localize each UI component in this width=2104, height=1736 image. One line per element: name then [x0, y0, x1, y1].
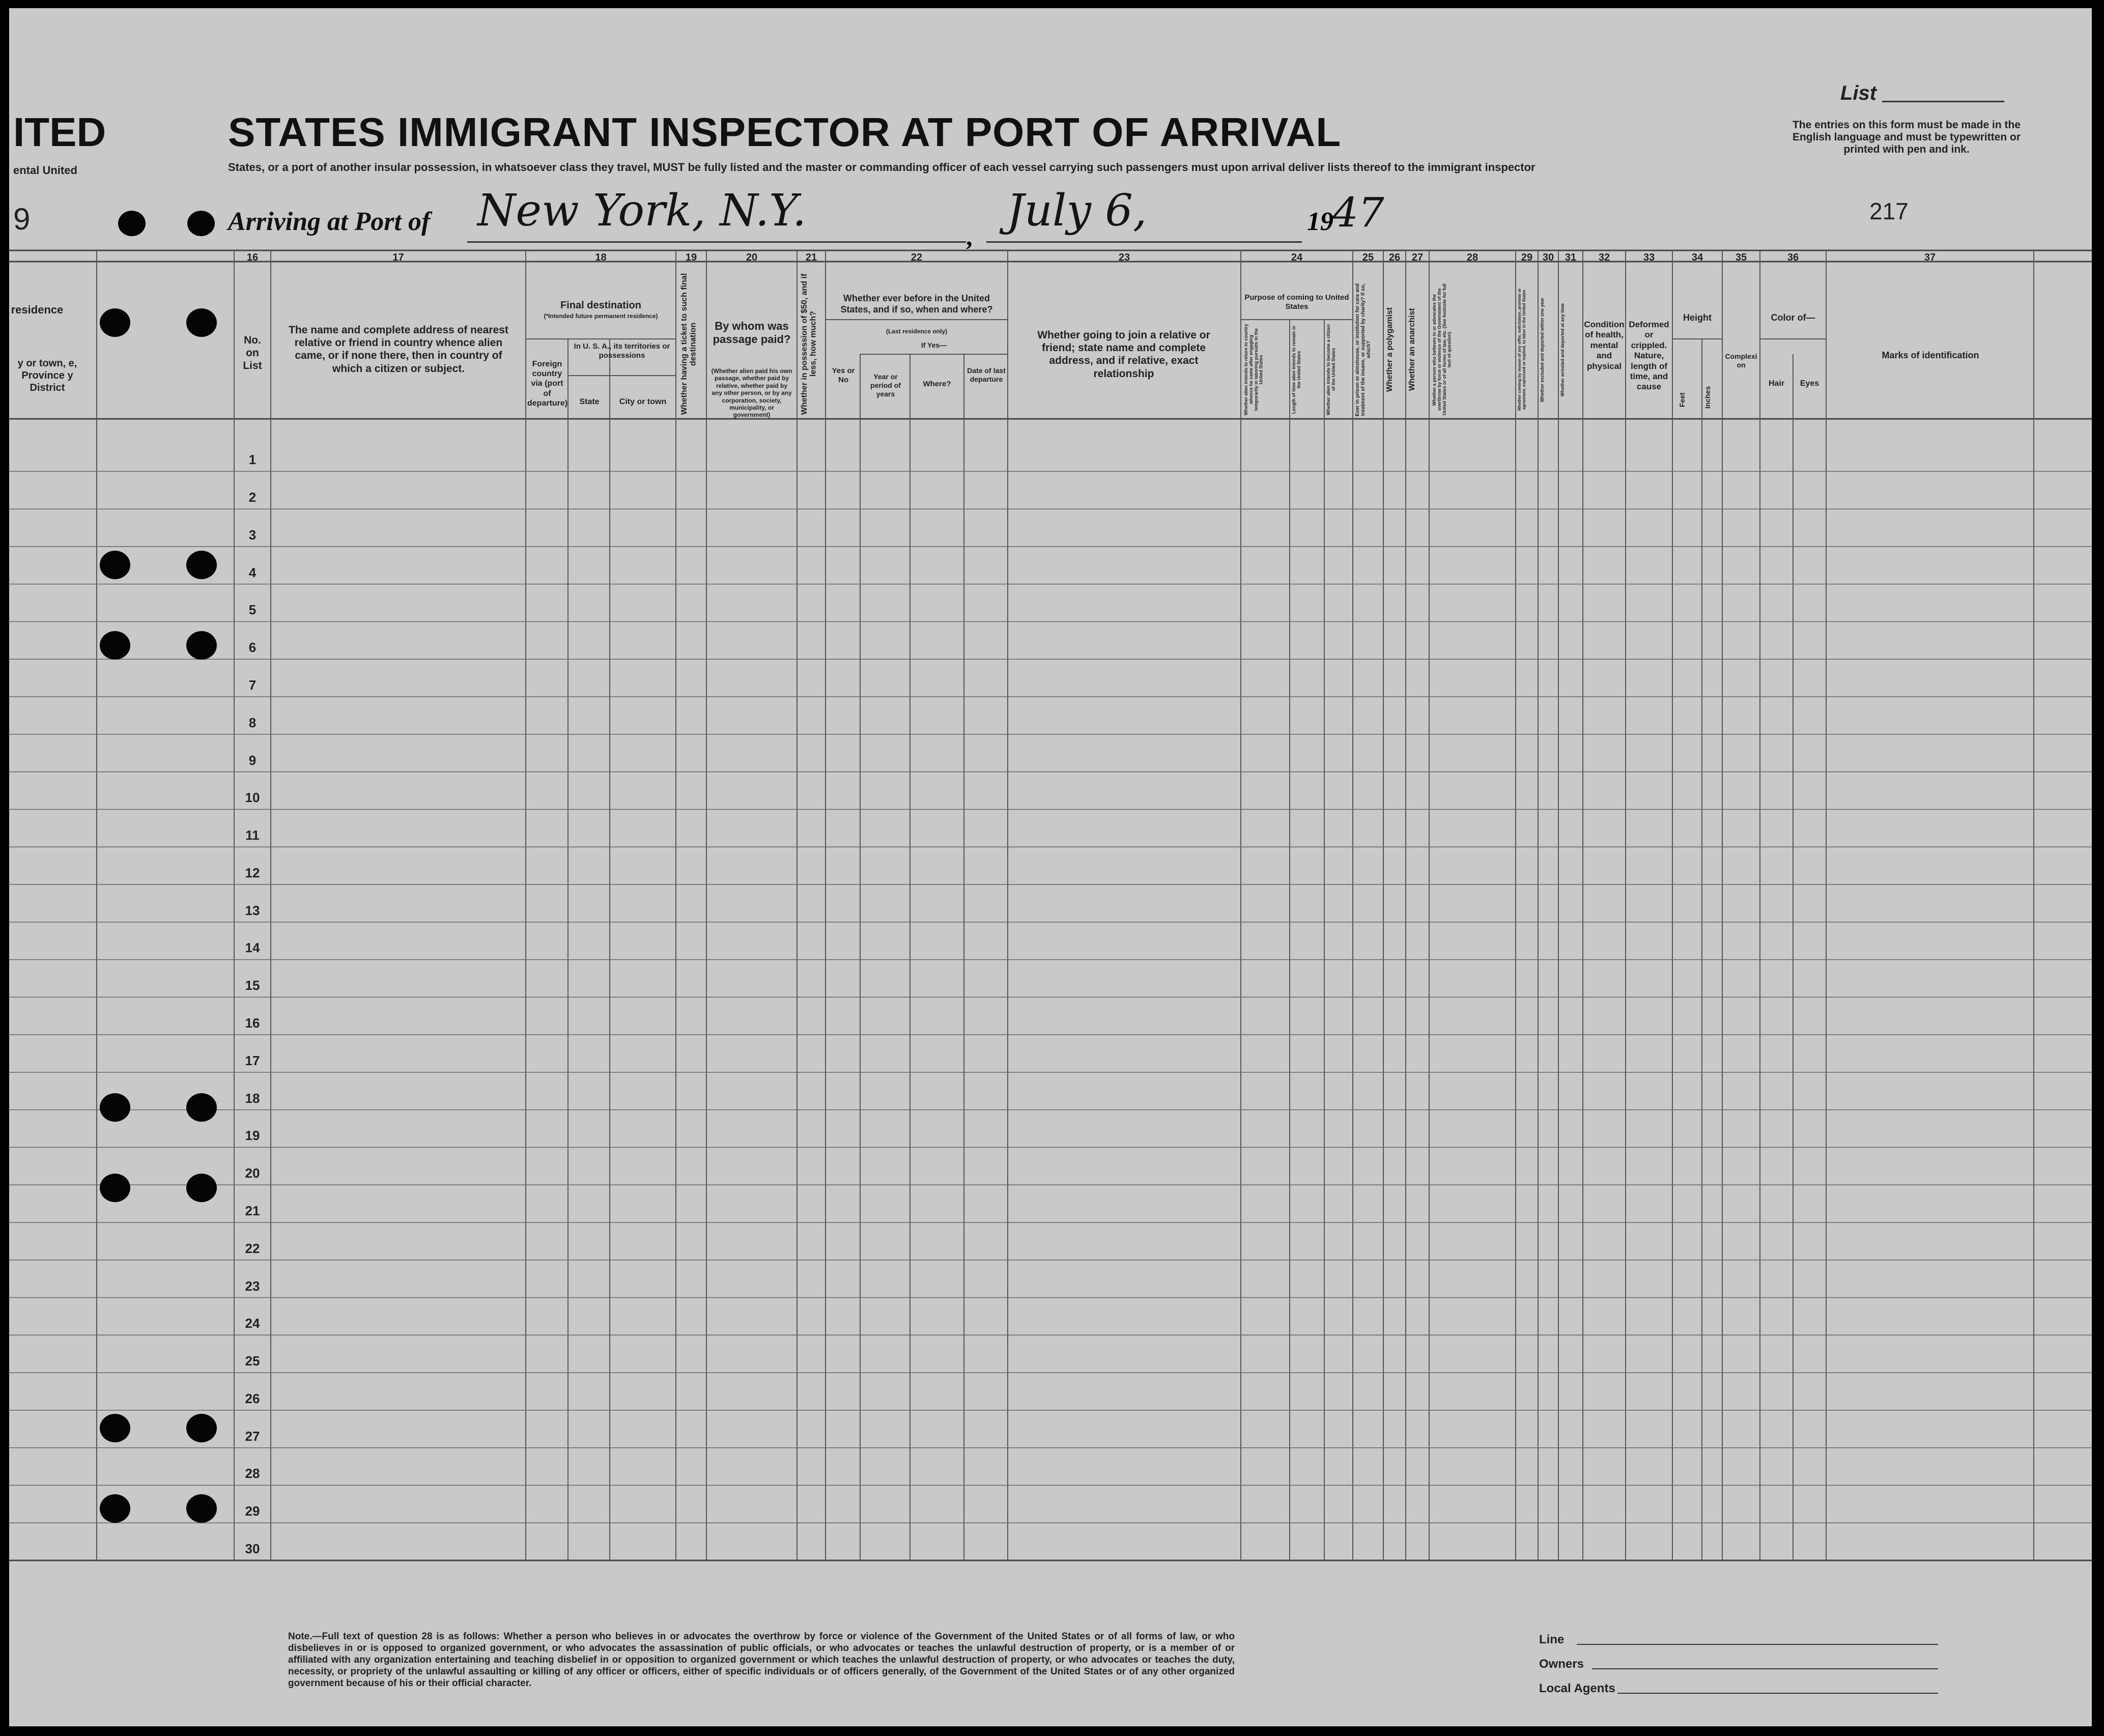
row-number: 6	[248, 640, 257, 656]
col-31-header: Whether arrested and deported at any time	[1560, 303, 1565, 396]
col-33-number: 33	[1643, 252, 1655, 263]
binder-hole	[100, 631, 130, 660]
col-36-header: Color of—	[1771, 312, 1815, 323]
owners-fill-line	[1592, 1668, 1938, 1669]
col-36-number: 36	[1787, 252, 1799, 263]
col-19-number: 19	[685, 252, 697, 263]
col-37-number: 37	[1924, 252, 1936, 263]
col-33-header: Deformed or crippled. Nature, length of time, and cause	[1629, 320, 1669, 392]
row-number: 5	[248, 602, 257, 618]
binder-hole	[186, 551, 217, 579]
no-on-list-header: No. on List	[243, 334, 262, 372]
row-number: 11	[245, 828, 260, 843]
col-27-number: 27	[1411, 252, 1424, 263]
row-number: 12	[245, 865, 260, 880]
col-21-number: 21	[805, 252, 817, 263]
binder-hole	[186, 1414, 217, 1442]
col-35-number: 35	[1735, 252, 1747, 263]
row-number: 29	[245, 1503, 260, 1519]
arriving-at-port-label: Arriving at Port of	[228, 207, 431, 236]
binder-hole	[186, 631, 217, 660]
line-fill-line	[1577, 1644, 1938, 1645]
col-17-number: 17	[392, 252, 404, 263]
col-25-number: 25	[1362, 252, 1374, 263]
col-20-header: By whom was passage paid?	[713, 320, 791, 346]
binder-hole	[100, 551, 130, 579]
row-number: 3	[248, 527, 257, 543]
col-24-c-header: Whether alien intends to become a citizen of the United States	[1326, 324, 1336, 415]
col-29-number: 29	[1521, 252, 1533, 263]
owners-label: Owners	[1539, 1657, 1584, 1671]
col-34-number: 34	[1691, 252, 1703, 263]
date-handwritten: July 6,	[1007, 185, 1147, 236]
col-24-b-header: Length of time alien intends to remain in the United States	[1291, 325, 1301, 414]
binder-hole	[186, 1494, 217, 1523]
col-24-header: Purpose of coming to United States	[1244, 293, 1349, 311]
binder-hole	[186, 1093, 217, 1122]
col-36-eyes: Eyes	[1800, 379, 1819, 388]
col-34-header: Height	[1683, 312, 1712, 323]
row-number: 30	[245, 1541, 260, 1556]
col-30-header: Whether excluded and deported within one year	[1540, 297, 1545, 402]
row-number: 15	[245, 978, 260, 993]
row-number: 26	[245, 1390, 260, 1406]
binder-hole	[100, 1093, 130, 1122]
row-number: 19	[245, 1128, 260, 1144]
col-29-header: Whether coming by reason of any offer, solicitation, promise or agreement, expressed or implied, to labor in the United States	[1517, 288, 1526, 411]
binder-hole	[118, 211, 146, 236]
line-label: Line	[1539, 1633, 1565, 1646]
row-number: 4	[248, 564, 257, 580]
col-35-header: Complexion	[1725, 352, 1757, 369]
year-handwritten: 47	[1332, 189, 1384, 236]
manifest-sheet	[9, 8, 2092, 1726]
title-fragment-left: ITED	[13, 109, 106, 155]
row-number: 7	[248, 677, 257, 693]
row-number: 13	[245, 902, 260, 918]
col-22-subheader: (Last residence only)	[886, 328, 948, 335]
col-21-header: Whether in possession of $50, and if less, how much?	[800, 273, 818, 415]
col-18-usa-header: In U. S. A., its territories or possessions	[574, 342, 670, 360]
col-34-feet: Feet	[1678, 392, 1686, 408]
row-number: 18	[245, 1090, 260, 1106]
question-28-footnote: Note.—Full text of question 28 is as follows: Whether a person who believes in or advocates the overthrow by force or violence of the Government of the United States or of all forms of law, or who disbelieves in or is opposed to organized government, or who advocates the assassination of public officials, or who advocates or teaches the unlawful destruction of property, or is a member of or affiliated with any organization entertaining and teaching disbelief in or opposition to organized government or which teaches the unlawful destruction of property, or who advocates or teaches the duty, necessity, or propriety of the unlawful assaulting or killing of any officer or officers, either of specific individuals or of officers generally, of the Government of the United States or of any other organized government because of his or their official character.	[288, 1631, 1235, 1689]
col-residence-subheader: y or town, e, Province y District	[17, 358, 77, 393]
col-27-header: Whether an anarchist	[1408, 308, 1416, 391]
left-subtitle-fragment: ental United	[13, 164, 77, 177]
col-32-number: 32	[1598, 252, 1610, 263]
col-16-number: 16	[246, 252, 259, 263]
comma-separator: ,	[966, 222, 973, 251]
binder-hole	[187, 211, 215, 236]
col-22-if-yes: If Yes—	[921, 341, 947, 349]
col-25-header: Ever in prison or almshouse, or institution for care and treatment of the insane, or supported by charity? If so, which?	[1355, 283, 1372, 416]
col-18-subheader: (*Intended future permanent residence)	[544, 312, 658, 320]
english-language-note: The entries on this form must be made in the English language and must be typewritten or printed with pen and ink.	[1792, 119, 2021, 155]
row-number: 16	[245, 1015, 260, 1031]
sheet-number: 217	[1869, 198, 1909, 224]
row-number: 8	[248, 715, 257, 730]
col-18-number: 18	[595, 252, 607, 263]
col-30-number: 30	[1542, 252, 1554, 263]
row-number: 25	[245, 1353, 260, 1369]
row-number: 24	[245, 1316, 260, 1331]
binder-hole	[186, 1174, 217, 1202]
port-handwritten: New York, N.Y.	[477, 185, 807, 236]
col-22-year: Year or period of years	[870, 373, 901, 398]
col-36-hair: Hair	[1768, 379, 1785, 388]
col-32-header: Condition of health, mental and physical	[1584, 320, 1625, 371]
col-22-date: Date of last departure	[967, 366, 1006, 383]
col-23-number: 23	[1118, 252, 1130, 263]
binder-hole	[186, 308, 217, 337]
binder-hole	[100, 1494, 130, 1523]
col-17-header: The name and complete address of nearest relative or friend in country whence alien came, or if none there, then in country of which a citizen or subject.	[289, 324, 508, 375]
col-26-number: 26	[1388, 252, 1401, 263]
col-23-header: Whether going to join a relative or friend; state name and complete address, and if relative, exact relationship	[1037, 329, 1210, 380]
col-26-header: Whether a polygamist	[1385, 307, 1394, 392]
row-number: 1	[248, 452, 257, 468]
page-subtitle: States, or a port of another insular possession, in whatsoever class they travel, MUST be fully listed and the master or commanding officer of each vessel carrying such passengers must upon arrival deliver lists thereof to the immigrant inspector	[228, 161, 1536, 174]
binder-hole	[100, 1174, 130, 1202]
left-number-fragment: 9	[13, 202, 31, 236]
row-number: 10	[245, 790, 260, 806]
col-24-number: 24	[1291, 252, 1303, 263]
local-agents-label: Local Agents	[1539, 1682, 1615, 1695]
col-18-header: Final destination	[560, 300, 641, 311]
row-number: 21	[245, 1203, 260, 1218]
binder-hole	[100, 308, 130, 337]
col-18-state-header: State	[579, 397, 600, 406]
col-37-header: Marks of identification	[1882, 350, 1979, 360]
row-number: 14	[245, 940, 260, 956]
row-number: 23	[245, 1278, 260, 1294]
row-number: 28	[245, 1466, 260, 1482]
col-20-number: 20	[746, 252, 758, 263]
col-22-yes-no: Yes or No	[832, 366, 855, 384]
row-number: 20	[245, 1165, 260, 1181]
col-28-number: 28	[1466, 252, 1479, 263]
row-number: 27	[245, 1428, 260, 1444]
local-agents-fill-line	[1617, 1693, 1938, 1694]
col-28-header: Whether a person who believes in or advocates the overthrow by force or violence of the Government of the United States or of all forms of law, etc. (See footnote for full text of question)	[1432, 283, 1452, 416]
col-22-header: Whether ever before in the United States, and if so, when and where?	[840, 293, 993, 315]
list-label: List	[1840, 82, 1877, 104]
binder-hole	[100, 1414, 130, 1442]
col-31-number: 31	[1565, 252, 1577, 263]
row-number: 22	[245, 1240, 260, 1256]
page-title: STATES IMMIGRANT INSPECTOR AT PORT OF ARRIVAL	[228, 109, 1342, 155]
col-18-city-header: City or town	[619, 397, 667, 406]
col-19-header: Whether having a ticket to such final destination	[680, 273, 698, 415]
col-24-a-header: Whether alien intends to return to country whence he came after engaging temporarily in laboring pursuits in the United States	[1243, 324, 1264, 415]
form-grid	[9, 8, 2092, 1726]
row-number: 17	[245, 1052, 260, 1068]
col-20-subheader: (Whether alien paid his own passage, whether paid by relative, whether paid by any other person, or by any corporation, society, municipality, or government)	[711, 367, 792, 419]
row-number: 2	[248, 490, 257, 505]
row-number: 9	[248, 752, 257, 768]
col-18-foreign-header: Foreign country via (port of departure)	[527, 360, 568, 408]
col-22-number: 22	[911, 252, 923, 263]
col-residence-header: residence	[11, 303, 64, 316]
col-34-inches: Inches	[1703, 386, 1712, 409]
col-22-where: Where?	[923, 380, 951, 388]
year-prefix: 19	[1307, 207, 1333, 236]
